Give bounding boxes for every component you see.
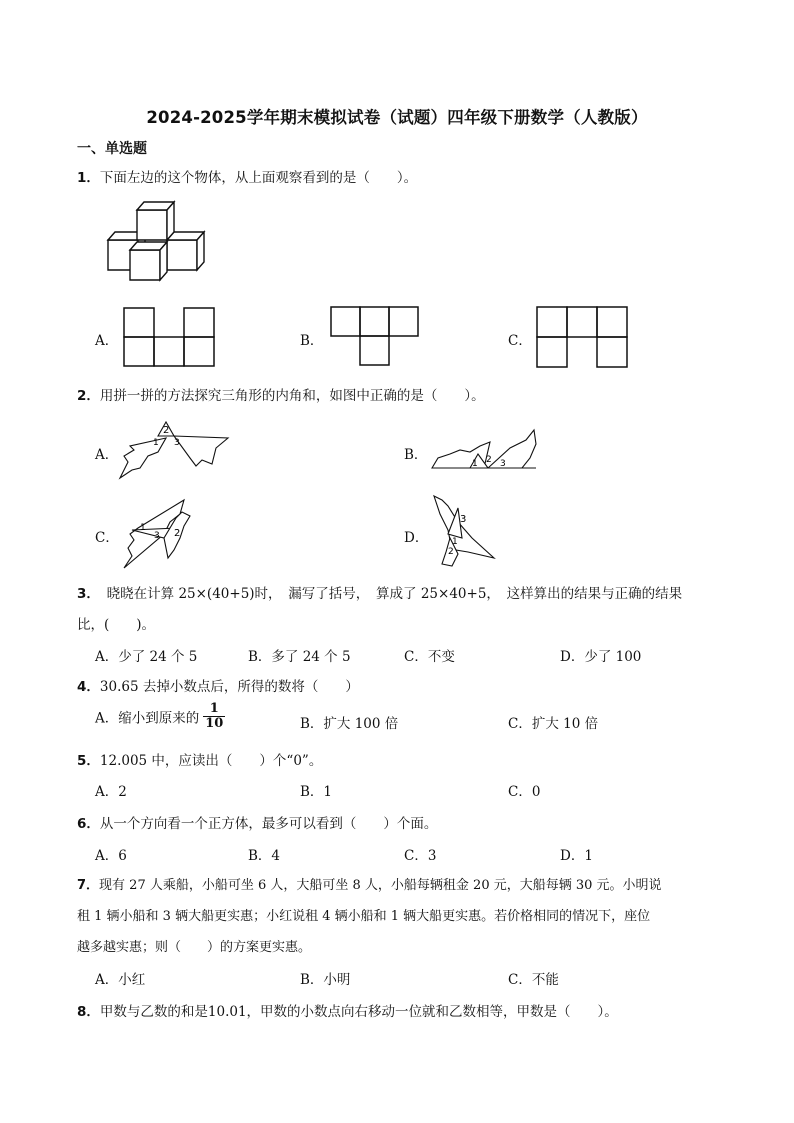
option-c[interactable]: C．不能 xyxy=(508,972,559,988)
question-6 xyxy=(77,812,437,832)
question-number: 1． xyxy=(77,170,100,186)
angle-label-2: 2 xyxy=(448,547,454,557)
question-8 xyxy=(77,1000,618,1020)
option-c[interactable]: C． xyxy=(508,333,532,349)
question-text-line2: 租 1 辆小船和 3 辆大船更实惠；小红说租 4 辆小船和 1 辆大船更实惠。若价格相同的情况下，座位 xyxy=(77,909,651,924)
fraction xyxy=(203,702,225,731)
option-c-grid-icon xyxy=(536,306,628,368)
question-text: 从一个方向看一个正方体，最多可以看到（ ）个面。 xyxy=(99,816,438,832)
question-text: 12.005 中，应读出（ ）个“0”。 xyxy=(99,753,323,769)
option-d[interactable]: D．少了 100 xyxy=(560,649,642,665)
question-number: 8． xyxy=(77,1004,100,1020)
option-b-grid-icon xyxy=(330,306,422,366)
option-b[interactable]: B． xyxy=(300,333,324,349)
option-a-grid-icon xyxy=(123,307,215,367)
cube-figure-icon xyxy=(100,196,210,286)
angle-label-1: 1 xyxy=(472,459,478,469)
option-c[interactable]: C．不变 xyxy=(404,649,455,665)
question-number: 6． xyxy=(77,816,100,832)
question-text-line1: 晓晓在计算 25×(40+5)时， 漏写了括号， 算成了 25×40+5， 这样算出的结果与正确的结果 xyxy=(93,586,683,602)
option-b[interactable]: B．1 xyxy=(300,784,333,800)
option-b[interactable]: B． xyxy=(404,447,428,463)
option-b[interactable]: B．扩大 100 倍 xyxy=(300,716,399,732)
option-a[interactable]: A． xyxy=(95,447,119,463)
angle-label-3: 3 xyxy=(460,514,467,525)
question-number: 7． xyxy=(77,878,100,893)
question-number: 4． xyxy=(77,679,100,695)
angle-label-3: 3 xyxy=(154,531,160,541)
option-d-triangle-icon xyxy=(428,494,500,570)
option-c[interactable]: C．0 xyxy=(508,784,541,800)
fraction-numerator: 1 xyxy=(203,702,225,717)
option-d[interactable]: D． xyxy=(404,530,429,546)
option-b-triangle-icon xyxy=(430,428,540,472)
option-c-triangle-icon xyxy=(120,498,200,570)
question-text: 30.65 去掉小数点后，所得的数将（ ） xyxy=(99,679,359,695)
section-heading: 一、单选题 xyxy=(77,141,147,157)
question-text: 下面左边的这个物体，从上面观察看到的是（ ）。 xyxy=(99,170,418,186)
option-a[interactable]: A．少了 24 个 5 xyxy=(95,649,198,665)
option-a[interactable]: A． xyxy=(95,333,119,349)
question-text-line1: 现有 27 人乘船，小船可坐 6 人，大船可坐 8 人，小船每辆租金 20 元，大船每辆 30 元。小明说 xyxy=(99,878,662,893)
angle-label-1: 1 xyxy=(452,537,458,547)
question-2 xyxy=(77,384,485,404)
angle-label-2: 2 xyxy=(174,528,181,539)
question-3 xyxy=(77,582,682,602)
option-b[interactable]: B．小明 xyxy=(300,972,351,988)
question-1 xyxy=(77,166,417,186)
question-7 xyxy=(77,874,662,893)
angle-label-2: 2 xyxy=(486,455,492,465)
option-c[interactable]: C．3 xyxy=(404,848,437,864)
question-text: 用拼一拼的方法探究三角形的内角和，如图中正确的是（ ）。 xyxy=(99,388,485,404)
angle-label-1: 1 xyxy=(140,523,146,533)
option-d[interactable]: D．1 xyxy=(560,848,593,864)
option-a[interactable]: A．6 xyxy=(95,848,127,864)
angle-label-1: 1 xyxy=(153,438,159,448)
angle-label-2: 2 xyxy=(163,425,170,436)
fraction-denominator: 10 xyxy=(205,716,224,731)
question-text-line2: 比，( )。 xyxy=(77,617,156,633)
angle-label-3: 3 xyxy=(500,459,506,469)
option-a[interactable] xyxy=(95,702,225,731)
question-number: 5． xyxy=(77,753,100,769)
option-b[interactable]: B．4 xyxy=(248,848,281,864)
option-a-triangle-icon xyxy=(118,418,233,480)
option-a[interactable]: A．小红 xyxy=(95,972,146,988)
question-number: 2． xyxy=(77,388,100,404)
question-number: 3． xyxy=(77,586,94,602)
question-4 xyxy=(77,675,359,695)
option-c[interactable]: C． xyxy=(95,530,119,546)
option-a-label: A．缩小到原来的 xyxy=(95,710,200,727)
option-c[interactable]: C．扩大 10 倍 xyxy=(508,716,599,732)
option-b[interactable]: B．多了 24 个 5 xyxy=(248,649,351,665)
angle-label-3: 3 xyxy=(174,438,180,448)
page-title: 2024-2025学年期末模拟试卷（试题）四年级下册数学（人教版） xyxy=(146,108,648,127)
option-a[interactable]: A．2 xyxy=(95,784,127,800)
question-text-line3: 越多越实惠；则（ ）的方案更实惠。 xyxy=(77,940,312,955)
question-5 xyxy=(77,749,322,769)
question-text: 甲数与乙数的和是10.01，甲数的小数点向右移动一位就和乙数相等，甲数是（ ）。 xyxy=(99,1004,618,1020)
